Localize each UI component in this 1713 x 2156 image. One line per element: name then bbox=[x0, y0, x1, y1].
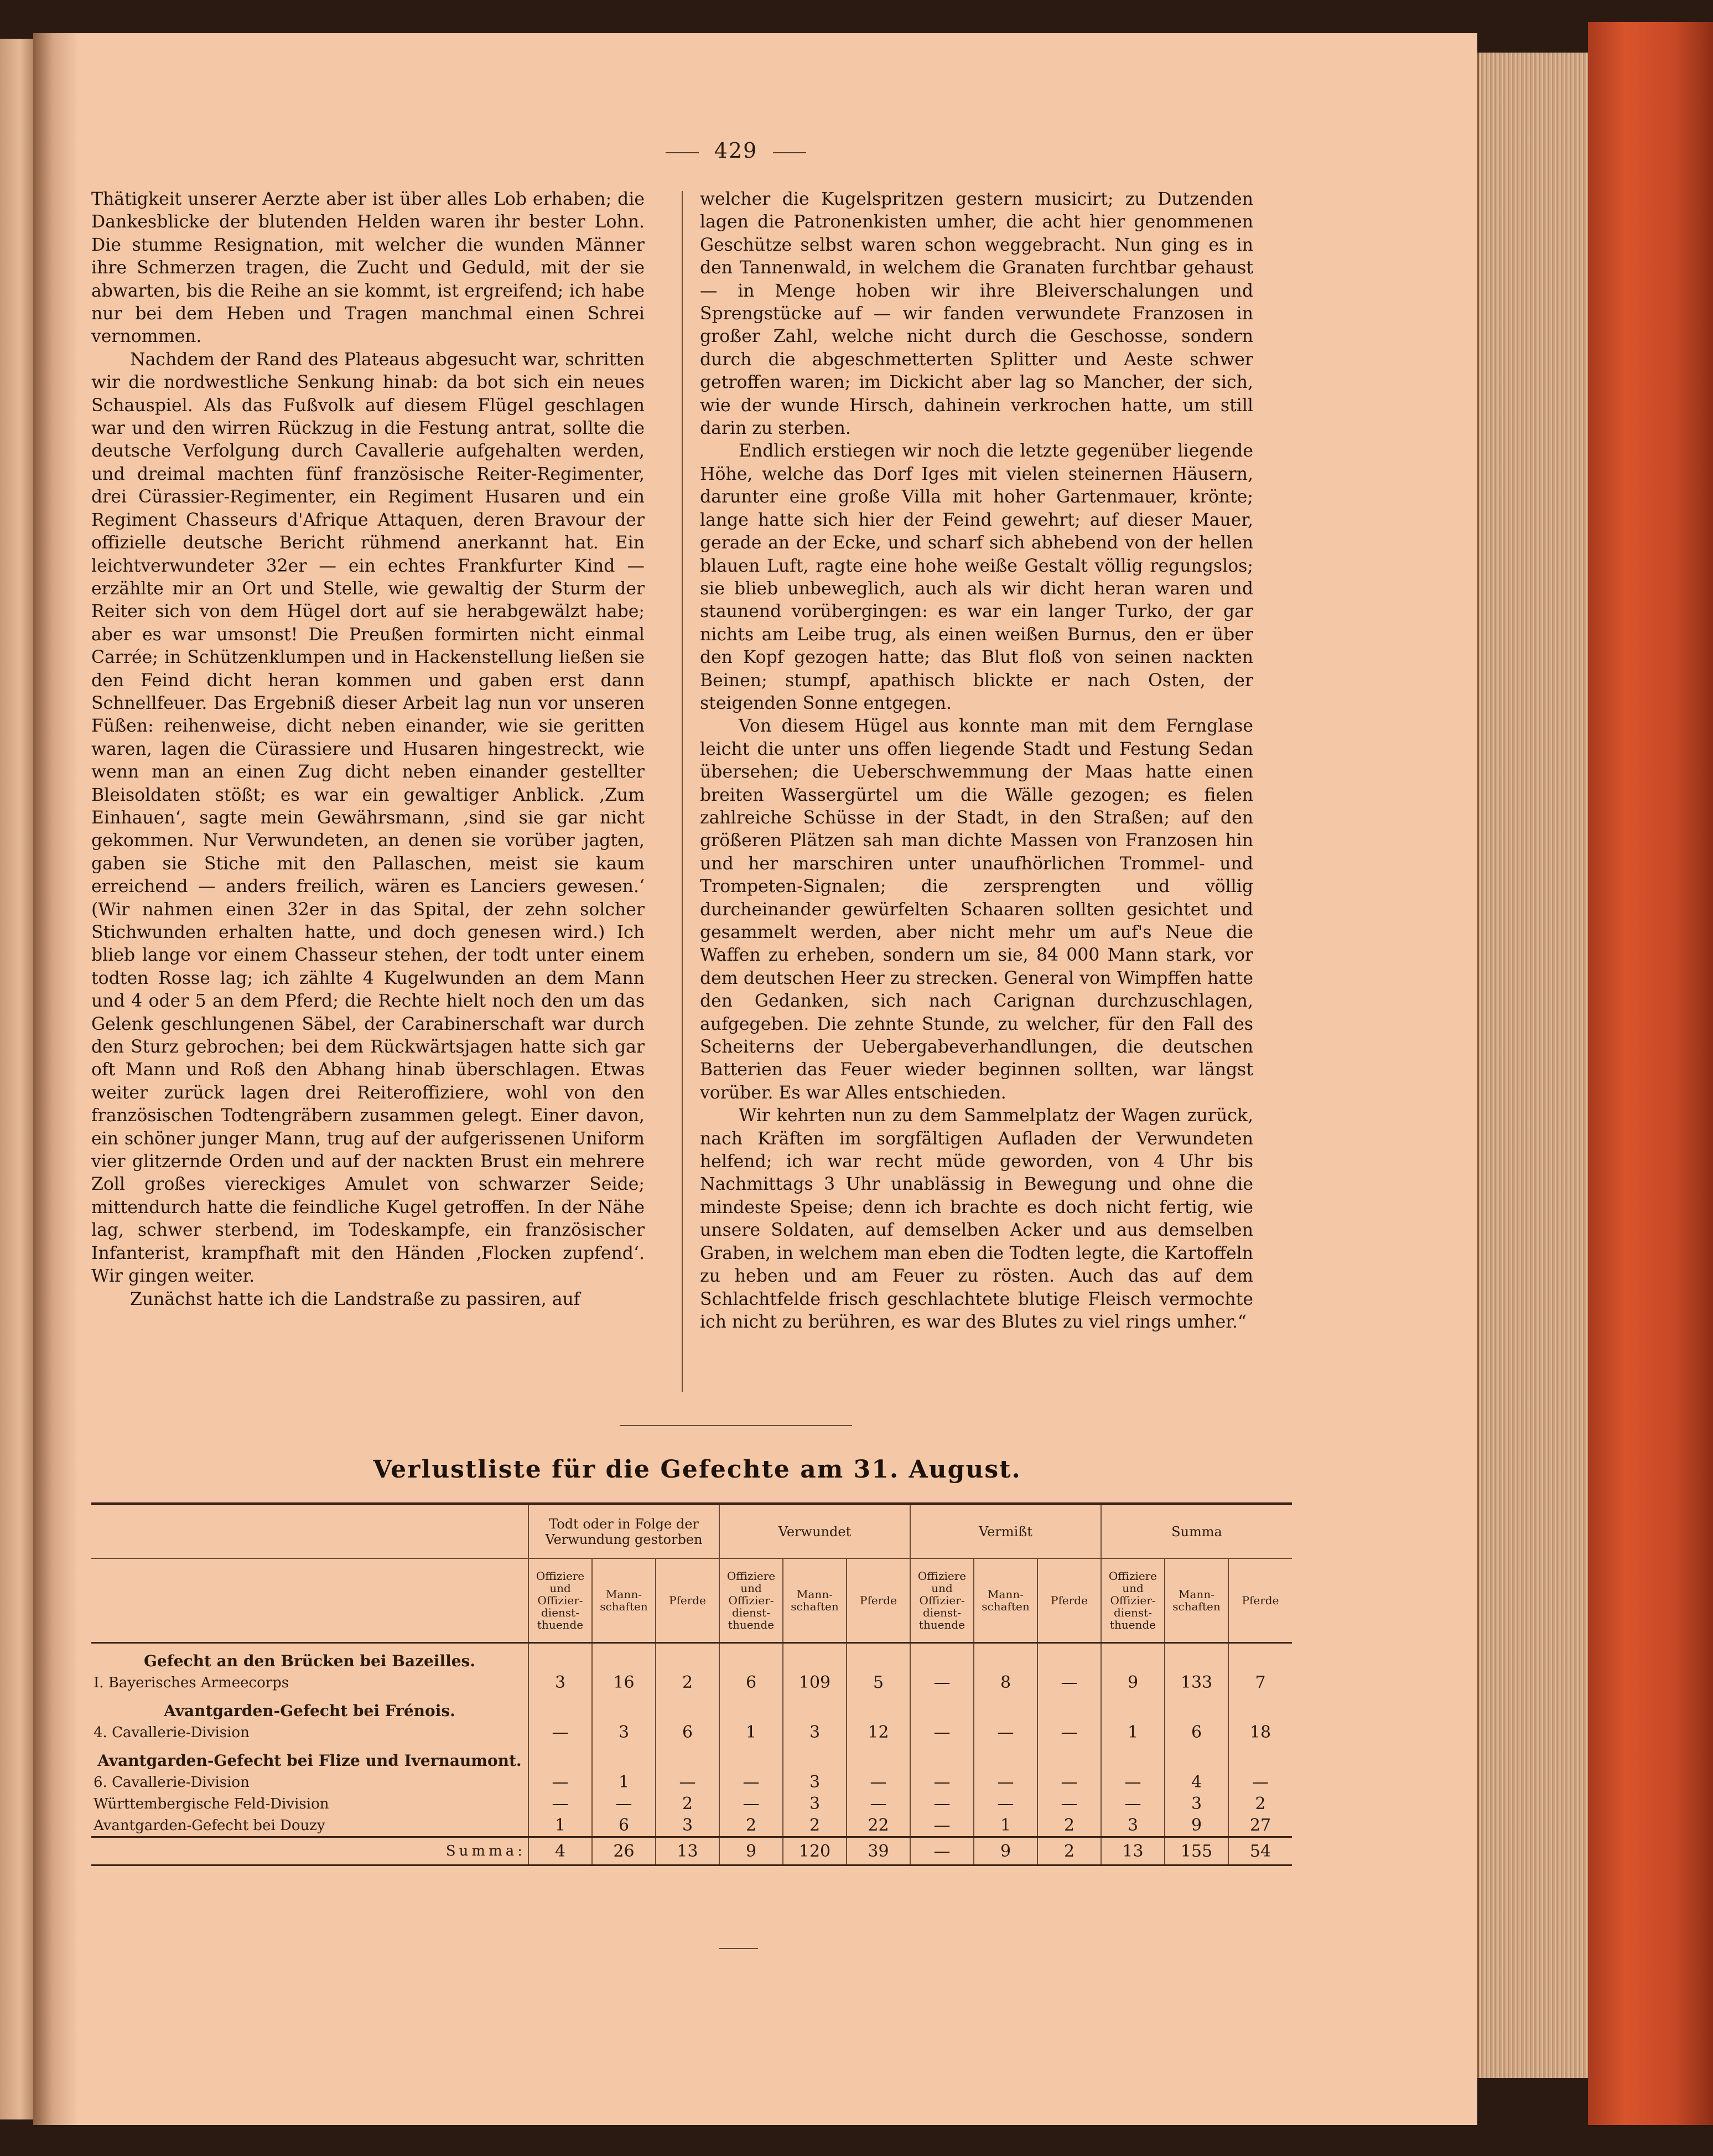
table-cell: 13 bbox=[656, 1837, 719, 1865]
table-cell bbox=[910, 1693, 974, 1722]
table-cell: 2 bbox=[783, 1815, 847, 1837]
table-cell: 5 bbox=[847, 1672, 910, 1693]
table-cell: 3 bbox=[783, 1722, 847, 1743]
table-cell: — bbox=[1037, 1793, 1101, 1815]
table-cell: 13 bbox=[1101, 1837, 1165, 1865]
paragraph: welcher die Kugelspritzen gestern musicirt; zu Dutzenden lagen die Patronenkisten umher, die acht hier genommenen Geschütze selbst waren schon weggebracht. Nun ging es in den Tannenwald, in welchem die Granaten furchtbar gehaust — in Menge hoben wir ihre Bleiverschalungen und Sprengstücke auf — wir fanden verwundete Franzosen in großer Zahl, welche nicht durch die Geschosse, sondern durch die abgeschmetterten Splitter und Aeste schwer getroffen waren; im Dickicht aber lag so Mancher, der sich, wie der wunde Hirsch, dahinein verkrochen hatte, um still darin zu sterben. bbox=[700, 189, 1253, 439]
table-title: Verlustliste für die Gefechte am 31. August. bbox=[373, 1455, 1021, 1484]
table-cell bbox=[1037, 1693, 1101, 1722]
table-cell: 3 bbox=[783, 1771, 847, 1793]
group-header: Summa bbox=[1101, 1504, 1292, 1559]
sub-header: Pferde bbox=[1228, 1558, 1292, 1643]
table-cell: — bbox=[719, 1771, 783, 1793]
table-cell: 1 bbox=[592, 1771, 656, 1793]
table-cell bbox=[974, 1693, 1037, 1722]
page-number-rule-left bbox=[666, 152, 699, 153]
sub-header: Mann-schaften bbox=[1165, 1558, 1228, 1643]
table-cell: 1 bbox=[1101, 1722, 1165, 1743]
table-cell: 3 bbox=[528, 1672, 592, 1693]
table-row bbox=[91, 1771, 1292, 1793]
row-label: Summa: bbox=[91, 1837, 528, 1865]
table-cell: 9 bbox=[974, 1837, 1037, 1865]
table-cell: — bbox=[528, 1793, 592, 1815]
table-row bbox=[91, 1722, 1292, 1743]
table-cell: 3 bbox=[783, 1793, 847, 1815]
group-header: Todt oder in Folge der Verwundung gestorben bbox=[528, 1504, 719, 1559]
table-cell: 3 bbox=[592, 1722, 656, 1743]
table-cell: — bbox=[528, 1722, 592, 1743]
paragraph: Von diesem Hügel aus konnte man mit dem Fernglase leicht die unter uns offen liegende Stadt und Festung Sedan übersehen; die Ueberschwemmung der Maas hatte einen breiten Wassergürtel um die Wälle gezogen; es fielen zahlreiche Schüsse in der Stadt, in den Straßen; auf den größeren Plätzen sah man dichte Massen von Franzosen hin und her marschiren unter unaufhörlichen Trommel- und Trompeten-Signalen; die zersprengten und völlig durcheinander gewürfelten Schaaren sollten gesichtet und gesammelt werden, aber nicht mehr um auf's Neue die Waffen zu erheben, sondern um sie, 84 000 Mann stark, vor dem deutschen Heer zu strecken. General von Wimpffen hatte den Gedanken, sich nach Carignan durchzuschlagen, aufgegeben. Die zehnte Stunde, zu welcher, für den Fall des Scheiterns der Uebergabeverhandlungen, die deutschen Batterien das Feuer wieder beginnen sollten, war längst vorüber. Es war Alles entschieden. bbox=[700, 716, 1253, 1103]
page-number-text: 429 bbox=[714, 138, 758, 163]
table-cell: — bbox=[719, 1793, 783, 1815]
row-label: 6. Cavallerie-Division bbox=[94, 1774, 250, 1791]
section-heading: Gefecht an den Brücken bei Bazeilles. bbox=[143, 1652, 476, 1670]
table-cell: 4 bbox=[1165, 1771, 1228, 1793]
book-cover bbox=[1588, 22, 1713, 2125]
paragraph: Thätigkeit unserer Aerzte aber ist über alles Lob erhaben; die Dankesblicke der blutenden Helden waren ihr bester Lohn. Die stumme Resignation, mit welcher die wunden Männer ihre Schmerzen tragen, die Zucht und Geduld, mit der sie abwarten, bis die Reihe an sie kommt, ist ergreifend; ich habe nur bei dem Heben und Tragen manchmal einen Schrei vernommen. bbox=[91, 189, 645, 347]
page-number-rule-right bbox=[773, 152, 806, 153]
table-cell bbox=[910, 1643, 974, 1672]
table-cell: — bbox=[910, 1672, 974, 1693]
table-cell: 6 bbox=[592, 1815, 656, 1837]
page-block-edge bbox=[1477, 53, 1590, 2078]
left-page-edge bbox=[0, 39, 35, 2119]
table-cell: 9 bbox=[719, 1837, 783, 1865]
table-cell bbox=[592, 1643, 656, 1672]
table-cell: — bbox=[847, 1793, 910, 1815]
table-cell: — bbox=[974, 1722, 1037, 1743]
table-cell: 22 bbox=[847, 1815, 910, 1837]
table-cell bbox=[656, 1643, 719, 1672]
sub-header: Pferde bbox=[847, 1558, 910, 1643]
table-cell bbox=[1228, 1693, 1292, 1722]
table-cell: 9 bbox=[1101, 1672, 1165, 1693]
table-cell: 2 bbox=[719, 1815, 783, 1837]
row-label: 4. Cavallerie-Division bbox=[94, 1724, 250, 1741]
row-label: I. Bayerisches Armeecorps bbox=[94, 1674, 289, 1691]
table-cell: 39 bbox=[847, 1837, 910, 1865]
table-cell bbox=[847, 1643, 910, 1672]
section-heading: Avantgarden-Gefecht bei Flize und Ivernaumont. bbox=[97, 1751, 522, 1770]
table-cell bbox=[592, 1743, 656, 1771]
loss-table bbox=[91, 1502, 1292, 1866]
table-cell: 2 bbox=[1037, 1837, 1101, 1865]
table-cell bbox=[528, 1643, 592, 1672]
sub-header: Pferde bbox=[1037, 1558, 1101, 1643]
table-total-row bbox=[91, 1837, 1292, 1865]
bottom-rule bbox=[719, 1948, 758, 1949]
table-cell: 155 bbox=[1165, 1837, 1228, 1865]
table-cell: 4 bbox=[528, 1837, 592, 1865]
table-cell: 7 bbox=[1228, 1672, 1292, 1693]
table-cell bbox=[1037, 1643, 1101, 1672]
paragraph: Wir kehrten nun zu dem Sammelplatz der Wagen zurück, nach Kräften im sorgfältigen Aufladen der Verwundeten helfend; ich war recht müde geworden, von 4 Uhr bis Nachmittags 3 Uhr unablässig in Bewegung und ohne die mindeste Speise; denn ich brachte es doch nicht fertig, wie unsere Soldaten, auf demselben Acker und aus demselben Graben, in welchem man eben die Todten legte, die Kartoffeln zu heben und am Feuer zu rösten. Auch das auf dem Schlachtfelde frisch geschlachtete blutige Fleisch vermochte ich nicht zu berühren, es war des Blutes zu viel rings umher.“ bbox=[700, 1106, 1253, 1332]
table-cell bbox=[847, 1693, 910, 1722]
table-sub-header-row bbox=[91, 1558, 1292, 1643]
table-row bbox=[91, 1815, 1292, 1837]
table-cell: 1 bbox=[719, 1722, 783, 1743]
table-cell: 8 bbox=[974, 1672, 1037, 1693]
paragraph: Zunächst hatte ich die Landstraße zu passiren, auf bbox=[130, 1289, 580, 1309]
table-cell: 1 bbox=[974, 1815, 1037, 1837]
table-cell bbox=[783, 1693, 847, 1722]
table-cell bbox=[592, 1693, 656, 1722]
book-gutter bbox=[33, 33, 77, 2125]
column-divider bbox=[682, 191, 683, 1392]
table-section-row bbox=[91, 1743, 1292, 1771]
table-cell: — bbox=[656, 1771, 719, 1793]
table-cell: 54 bbox=[1228, 1837, 1292, 1865]
section-heading: Avantgarden-Gefecht bei Frénois. bbox=[164, 1702, 455, 1720]
sub-header: Offiziere und Offizier-dienst-thuende bbox=[528, 1558, 592, 1643]
table-cell: 6 bbox=[656, 1722, 719, 1743]
table-cell: — bbox=[910, 1837, 974, 1865]
table-cell: — bbox=[910, 1722, 974, 1743]
table-cell bbox=[1101, 1643, 1165, 1672]
table-cell: — bbox=[1037, 1722, 1101, 1743]
table-cell bbox=[783, 1643, 847, 1672]
table-cell: — bbox=[974, 1793, 1037, 1815]
left-text-column bbox=[91, 188, 645, 1311]
section-rule bbox=[620, 1425, 852, 1426]
table-cell: 16 bbox=[592, 1672, 656, 1693]
table-cell bbox=[1165, 1743, 1228, 1771]
table-cell: 3 bbox=[1101, 1815, 1165, 1837]
table-cell: 2 bbox=[1228, 1793, 1292, 1815]
table-cell: — bbox=[528, 1771, 592, 1793]
table-cell bbox=[1101, 1693, 1165, 1722]
sub-header: Offiziere und Offizier-dienst-thuende bbox=[1101, 1558, 1165, 1643]
table-cell bbox=[719, 1693, 783, 1722]
table-cell: 133 bbox=[1165, 1672, 1228, 1693]
table-cell: — bbox=[1037, 1672, 1101, 1693]
table-cell: 3 bbox=[656, 1815, 719, 1837]
table-cell: 18 bbox=[1228, 1722, 1292, 1743]
table-cell: — bbox=[1101, 1793, 1165, 1815]
table-cell bbox=[1165, 1643, 1228, 1672]
table-cell: 27 bbox=[1228, 1815, 1292, 1837]
table-body bbox=[91, 1643, 1292, 1865]
table-cell: — bbox=[847, 1771, 910, 1793]
table-group-header-row bbox=[91, 1504, 1292, 1559]
table-row bbox=[91, 1672, 1292, 1693]
table-cell bbox=[783, 1743, 847, 1771]
table-section-row bbox=[91, 1643, 1292, 1672]
sub-header: Mann-schaften bbox=[783, 1558, 847, 1643]
page-number bbox=[598, 138, 874, 163]
table-cell: 6 bbox=[1165, 1722, 1228, 1743]
table-cell: — bbox=[592, 1793, 656, 1815]
table-cell: 120 bbox=[783, 1837, 847, 1865]
table-cell: 12 bbox=[847, 1722, 910, 1743]
table-cell bbox=[656, 1693, 719, 1722]
table-cell: — bbox=[910, 1815, 974, 1837]
table-cell: 2 bbox=[1037, 1815, 1101, 1837]
table-cell bbox=[719, 1643, 783, 1672]
table-cell: 6 bbox=[719, 1672, 783, 1693]
sub-header: Pferde bbox=[656, 1558, 719, 1643]
sub-header: Offiziere und Offizier-dienst-thuende bbox=[719, 1558, 783, 1643]
table-cell bbox=[847, 1743, 910, 1771]
table-cell bbox=[719, 1743, 783, 1771]
group-header: Vermißt bbox=[910, 1504, 1101, 1559]
table-cell: 109 bbox=[783, 1672, 847, 1693]
table-cell bbox=[1228, 1743, 1292, 1771]
table-cell bbox=[656, 1743, 719, 1771]
paragraph: Nachdem der Rand des Plateaus abgesucht war, schritten wir die nordwestliche Senkung hinab: da bot sich ein neues Schauspiel. Als das Fußvolk auf diesem Flügel geschlagen war und den wirren Rückzug in die Festung antrat, sollte die deutsche Verfolgung durch Cavallerie aufgehalten werden, und dreimal machten fünf französische Reiter-Regimenter, drei Cürassier-Regimenter, ein Regiment Husaren und ein Regiment Chasseurs d'Afrique Attaquen, deren Bravour der offizielle deutsche Bericht rühmend anerkannt hat. Ein leichtverwundeter 32er — ein echtes Frankfurter Kind — erzählte mir an Ort und Stelle, wie gewaltig der Sturm der Reiter sich von dem Hügel dort auf sie herabgewälzt habe; aber es war umsonst! Die Preußen formirten nicht einmal Carrée; in Schützenklumpen und in Hackenstellung ließen sie den Feind dicht heran kommen und gaben erst dann Schnellfeuer. Das Ergebniß dieser Arbeit lag nun vor unseren Füßen: reihenweise, dicht neben einander, wie sie geritten waren, lagen die Cürassiere und Husaren hingestreckt, wie wenn man an einen Zug dicht neben einander gestellter Bleisoldaten stößt; es war ein gewaltiger Anblick. ‚Zum Einhauen‘, sagte mein Gewährsmann, ‚sind sie gar nicht gekommen. Nur Verwundeten, an denen sie vorüber jagten, gaben sie Stiche mit den Pallaschen, meist sie kaum erreichend — anders freilich, wären es Lanciers gewesen.‘ (Wir nahmen einen 32er in das Spital, der zehn solcher Stichwunden erhalten hatte, und doch genesen wird.) Ich blieb lange vor einem Chasseur stehen, der todt unter einem todten Rosse lag; ich zählte 4 Kugelwunden an dem Mann und 4 oder 5 an dem Pferd; die Rechte hielt noch den um das Gelenk geschlungenen Säbel, der Carabinerschaft war durch den Sturz gebrochen; bei dem Rückwärtsjagen hatte sich gar oft Mann und Roß den Abhang hinab überschlagen. Etwas weiter zurück lagen drei Reiteroffiziere, wohl von den französischen Todtengräbern zusammen gelegt. Einer davon, ein schöner junger Mann, trug auf der aufgerissenen Uniform vier glitzernde Orden und auf der nackten Brust ein mehrere Zoll großes viereckiges Amulet von schwarzer Seide; mittendurch hatte die feindliche Kugel getroffen. In der Nähe lag, schwer sterbend, im Todeskampfe, ein französischer Infanterist, krampfhaft mit den Händen ‚Flocken zupfend‘. Wir gingen weiter. bbox=[91, 349, 645, 1287]
sub-header: Offiziere und Offizier-dienst-thuende bbox=[910, 1558, 974, 1643]
table-section-row bbox=[91, 1693, 1292, 1722]
table-cell: 2 bbox=[656, 1793, 719, 1815]
table-corner bbox=[91, 1504, 528, 1559]
table-row bbox=[91, 1793, 1292, 1815]
table-corner-sub bbox=[91, 1558, 528, 1643]
table-cell bbox=[528, 1693, 592, 1722]
table-cell: 1 bbox=[528, 1815, 592, 1837]
table-cell bbox=[1165, 1693, 1228, 1722]
sub-header: Mann-schaften bbox=[592, 1558, 656, 1643]
table-cell bbox=[1037, 1743, 1101, 1771]
table-cell bbox=[974, 1643, 1037, 1672]
table-cell: 26 bbox=[592, 1837, 656, 1865]
table-cell bbox=[1101, 1743, 1165, 1771]
table-cell bbox=[1228, 1643, 1292, 1672]
table-cell: — bbox=[1037, 1771, 1101, 1793]
right-text-column bbox=[700, 188, 1253, 1334]
table-cell: — bbox=[910, 1771, 974, 1793]
table-cell: — bbox=[1101, 1771, 1165, 1793]
table-cell bbox=[910, 1743, 974, 1771]
group-header: Verwundet bbox=[719, 1504, 910, 1559]
table-cell: 2 bbox=[656, 1672, 719, 1693]
table-cell: — bbox=[1228, 1771, 1292, 1793]
row-label: Avantgarden-Gefecht bei Douzy bbox=[94, 1817, 325, 1834]
table-cell bbox=[528, 1743, 592, 1771]
paragraph: Endlich erstiegen wir noch die letzte gegenüber liegende Höhe, welche das Dorf Iges mit vielen steinernen Häusern, darunter eine große Villa mit hoher Gartenmauer, krönte; lange hatte sich hier der Feind gewehrt; auf dieser Mauer, gerade an der Ecke, und scharf sich abhebend von der hellen blauen Luft, ragte eine hohe weiße Gestalt völlig regungslos; sie blieb unbeweglich, auch als wir dicht heran waren und staunend vorübergingen: es war ein langer Turko, der gar nichts am Leibe trug, als einen weißen Burnus, den er über den Kopf gezogen hatte; das Blut floß von seinen nackten Beinen; stumpf, apathisch blickte er nach Osten, der steigenden Sonne entgegen. bbox=[700, 441, 1253, 713]
table-cell: 9 bbox=[1165, 1815, 1228, 1837]
sub-header: Mann-schaften bbox=[974, 1558, 1037, 1643]
row-label: Württembergische Feld-Division bbox=[94, 1795, 329, 1812]
table-cell: — bbox=[974, 1771, 1037, 1793]
table-cell bbox=[974, 1743, 1037, 1771]
table-cell: — bbox=[910, 1793, 974, 1815]
table-cell: 3 bbox=[1165, 1793, 1228, 1815]
